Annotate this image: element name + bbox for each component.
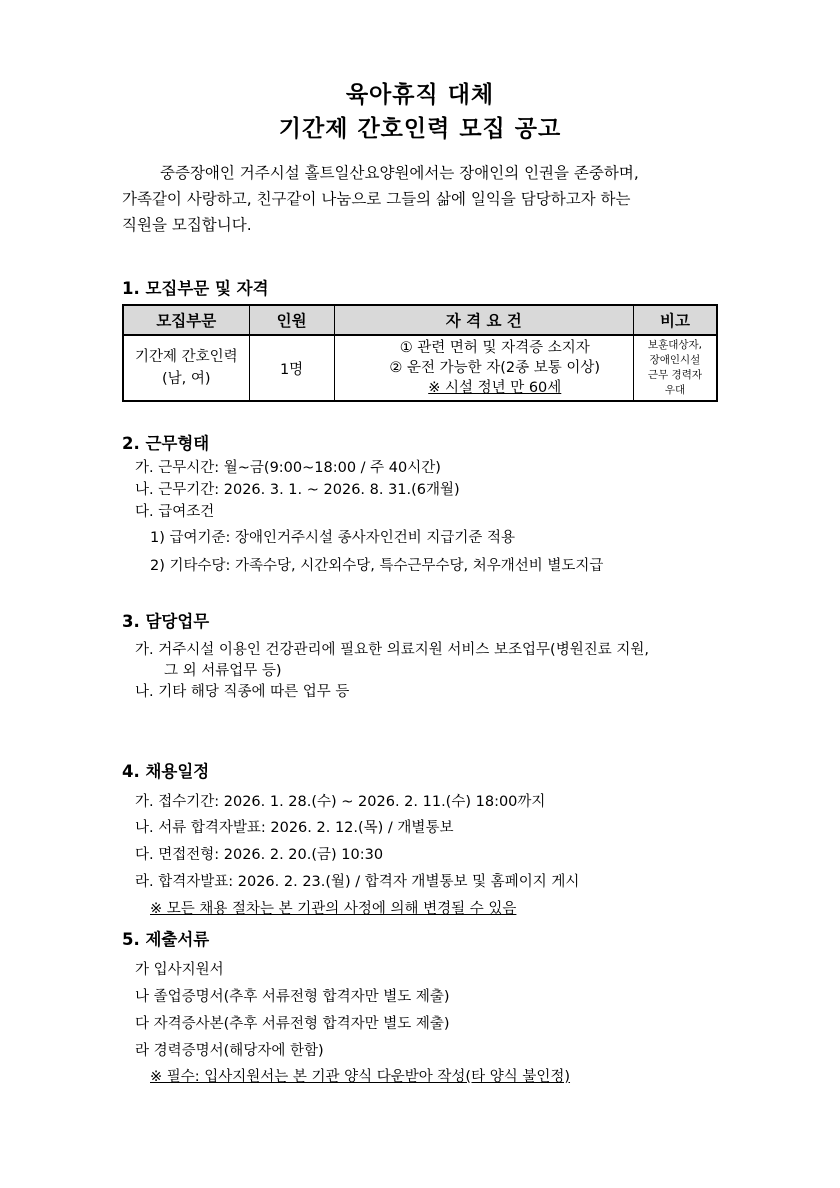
intro-line-2: 가족같이 사랑하고, 친구같이 나눔으로 그들의 삶에 일익을 담당하고자 하는 <box>122 190 631 208</box>
header-count: 인원 <box>249 305 334 335</box>
requirement-2: ② 운전 가능한 자(2종 보통 이상) <box>389 360 601 376</box>
pay-standard: 1) 급여기준: 장애인거주시설 종사자인건비 지급기준 적용 <box>150 530 515 546</box>
header-part: 모집부문 <box>123 305 249 335</box>
document-note: ※ 필수: 입사지원서는 본 기관 양식 다운받아 작성(타 양식 불인정) <box>150 1069 571 1085</box>
duty-1-line-2: 그 외 서류업무 등) <box>164 663 282 679</box>
cell-count: 1명 <box>249 335 334 401</box>
section-4-heading: 4. 채용일정 <box>122 762 210 781</box>
duty-2: 나. 기타 해당 직종에 따른 업무 등 <box>135 684 350 700</box>
schedule-note: ※ 모든 채용 절차는 본 기관의 사정에 의해 변경될 수 있음 <box>150 901 517 917</box>
schedule-final-result: 라. 합격자발표: 2026. 2. 23.(월) / 합격자 개별통보 및 홈페이지 게시 <box>135 874 580 890</box>
section-2-heading: 2. 근무형태 <box>122 434 210 453</box>
cell-part: 기간제 간호인력 (남, 여) <box>123 335 249 401</box>
pay-conditions: 다. 급여조건 <box>135 504 215 520</box>
intro-line-3: 직원을 모집합니다. <box>122 216 252 234</box>
cell-note: 보훈대상자, 장애인시설 근무 경력자 우대 <box>633 335 717 401</box>
schedule-interview: 다. 면접전형: 2026. 2. 20.(금) 10:30 <box>135 847 384 863</box>
work-hours: 가. 근무시간: 월~금(9:00~18:00 / 주 40시간) <box>135 460 441 476</box>
section-3-heading: 3. 담당업무 <box>122 612 210 631</box>
header-requirements: 자 격 요 건 <box>334 305 633 335</box>
other-allowances: 2) 기타수당: 가족수당, 시간외수당, 특수근무수당, 처우개선비 별도지급 <box>150 558 604 574</box>
duty-1-line-1: 가. 거주시설 이용인 건강관리에 필요한 의료지원 서비스 보조업무(병원진료 지원, <box>135 642 649 658</box>
intro-paragraph <box>122 160 720 238</box>
document-career: 라 경력증명서(해당자에 한함) <box>135 1043 324 1059</box>
requirement-3: ※ 시설 정년 만 60세 <box>428 380 562 396</box>
schedule-application: 가. 접수기간: 2026. 1. 28.(수) ~ 2026. 2. 11.(수) 18:00까지 <box>135 794 546 810</box>
document-graduation: 나 졸업증명서(추후 서류전형 합격자만 별도 제출) <box>135 989 450 1005</box>
schedule-document-result: 나. 서류 합격자발표: 2026. 2. 12.(목) / 개별통보 <box>135 820 454 836</box>
cell-requirements <box>334 335 633 401</box>
table-row <box>123 335 717 401</box>
header-note: 비고 <box>633 305 717 335</box>
section-5-heading: 5. 제출서류 <box>122 930 210 949</box>
work-period: 나. 근무기간: 2026. 3. 1. ~ 2026. 8. 31.(6개월) <box>135 482 460 498</box>
requirement-1: ① 관련 면허 및 자격증 소지자 <box>399 340 590 356</box>
title-line-1: 육아휴직 대체 <box>345 82 495 108</box>
section-1-heading: 1. 모집부문 및 자격 <box>122 279 269 298</box>
table-header-row <box>123 305 717 335</box>
title-line-2: 기간제 간호인력 모집 공고 <box>278 116 562 142</box>
requirements-table <box>122 304 718 402</box>
document-application: 가 입사지원서 <box>135 962 224 978</box>
document-license: 다 자격증사본(추후 서류전형 합격자만 별도 제출) <box>135 1016 450 1032</box>
intro-line-1: 중증장애인 거주시설 홀트일산요양원에서는 장애인의 인권을 존중하며, <box>160 164 639 182</box>
